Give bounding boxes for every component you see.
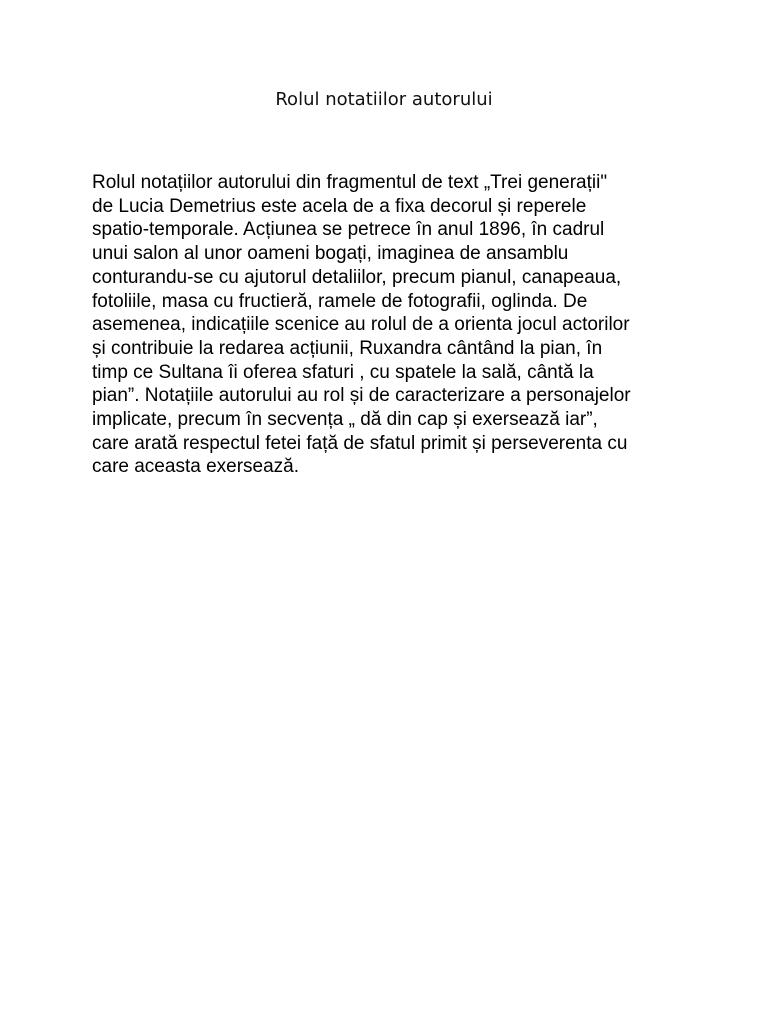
paragraph-line: care aceasta exersează. [92,456,300,478]
body-paragraph [92,171,692,479]
paragraph-line: timp ce Sultana îi oferea sfaturi , cu spatele la sală, cântă la [92,361,594,383]
paragraph-line: fotoliile, masa cu fructieră, ramele de fotografii, oglinda. De [92,290,588,312]
paragraph-line: Rolul notațiilor autorului din fragmentul de text „Trei generații" [92,172,608,193]
paragraph-line: de Lucia Demetrius este acela de a fixa decorul și reperele [92,195,587,217]
paragraph-line: spatio-temporale. Acțiunea se petrece în anul 1896, în cadrul [92,219,605,241]
paragraph-line: conturandu-se cu ajutorul detaliilor, precum pianul, canapeaua, [92,266,622,288]
page-title: Rolul notatiilor autorului [275,89,493,110]
paragraph-line: care arată respectul fetei față de sfatul primit și perseverenta cu [92,432,628,454]
paragraph-line: asemenea, indicațiile scenice au rolul de a orienta jocul actorilor [92,314,630,336]
paragraph-line: unui salon al unor oameni bogați, imaginea de ansamblu [92,243,569,265]
paragraph-line: pian”. Notațiile autorului au rol și de caracterizare a personajelor [92,385,631,407]
paragraph-line: implicate, precum în secvența „ dă din cap și exersează iar”, [92,409,598,431]
paragraph-line: și contribuie la redarea acțiunii, Ruxandra cântând la pian, în [92,337,603,359]
